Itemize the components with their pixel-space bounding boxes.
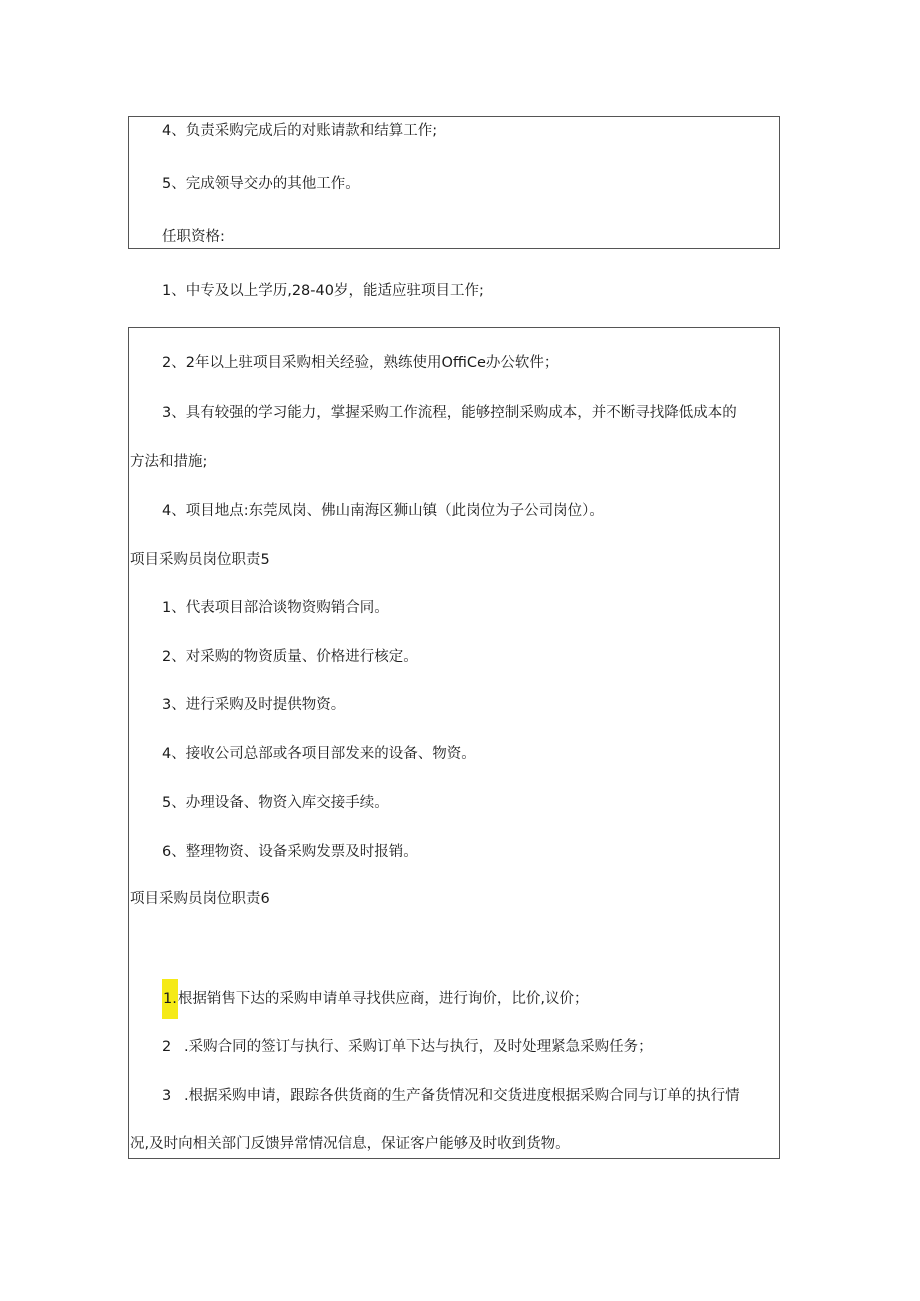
requirement-line-3a: 3、具有较强的学习能力，掌握采购工作流程，能够控制采购成本，并不断寻找降低成本的 — [162, 405, 737, 421]
section-heading-5: 项目采购员岗位职责5 — [130, 552, 270, 568]
requirement-line-4: 4、项目地点:东莞凤岗、佛山南海区狮山镇（此岗位为子公司岗位）。 — [162, 503, 604, 519]
duty-line-4: 4、负责采购完成后的对账请款和结算工作; — [162, 123, 438, 139]
duty5-item-4: 4、接收公司总部或各项目部发来的设备、物资。 — [162, 746, 476, 762]
duty6-item-3-number: 3 — [162, 1088, 172, 1104]
requirement-line-1: 1、中专及以上学历,28-40岁，能适应驻项目工作; — [162, 283, 484, 299]
duty6-item-1 — [162, 989, 588, 1009]
duty5-item-6: 6、整理物资、设备采购发票及时报销。 — [162, 844, 418, 860]
highlighted-marker: 1. — [162, 979, 178, 1019]
requirement-line-2: 2、2年以上驻项目采购相关经验，熟练使用OffiCe办公软件； — [162, 355, 559, 371]
duty-line-5: 5、完成领导交办的其他工作。 — [162, 176, 360, 192]
duty6-item-1-text: 根据销售下达的采购申请单寻找供应商，进行询价，比价,议价； — [177, 991, 589, 1007]
duty5-item-5: 5、办理设备、物资入库交接手续。 — [162, 795, 389, 811]
qualification-heading: 任职资格: — [162, 229, 225, 245]
bordered-section-2 — [128, 327, 780, 1159]
duty6-item-2-text: .采购合同的签订与执行、采购订单下达与执行，及时处理紧急采购任务； — [184, 1039, 653, 1055]
duty6-item-3-text-b: 况,及时向相关部门反馈异常情况信息，保证客户能够及时收到货物。 — [130, 1136, 570, 1152]
duty5-item-3: 3、进行采购及时提供物资。 — [162, 697, 346, 713]
duty5-item-1: 1、代表项目部洽谈物资购销合同。 — [162, 600, 389, 616]
duty6-item-2-number: 2 — [162, 1039, 172, 1055]
duty6-item-3-text-a: .根据采购申请，跟踪各供货商的生产备货情况和交货进度根据采购合同与订单的执行情 — [184, 1088, 740, 1104]
requirement-line-3b: 方法和措施; — [130, 454, 208, 470]
duty5-item-2: 2、对采购的物资质量、价格进行核定。 — [162, 649, 418, 665]
section-heading-6: 项目采购员岗位职责6 — [130, 891, 270, 907]
